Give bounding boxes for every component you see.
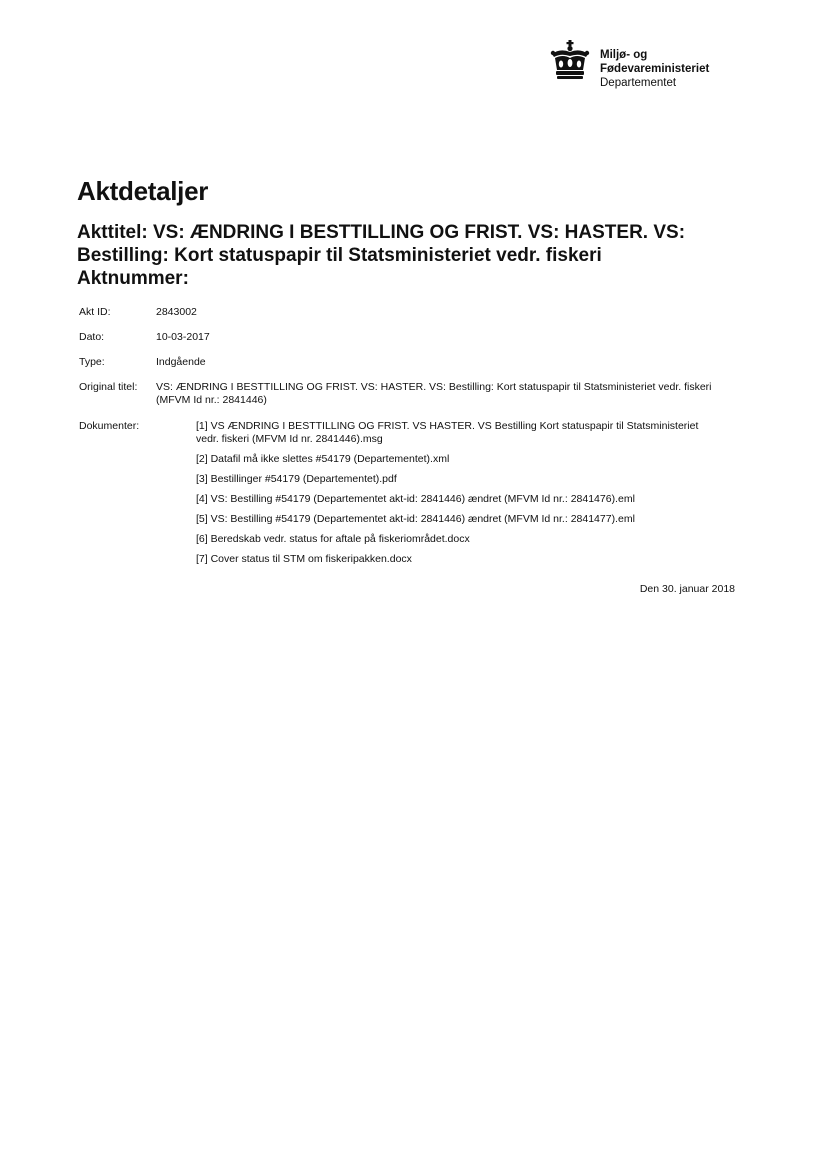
logo-line-3: Departementet <box>600 77 677 89</box>
akttitel-line-1: Akttitel: VS: ÆNDRING I BESTTILLING OG FRIST. VS: HASTER. VS: <box>77 222 686 243</box>
logo-line-1: Miljø- og <box>600 49 648 61</box>
original-title-line-2: (MFVM Id nr.: 2841446) <box>156 394 267 406</box>
original-title-label: Original titel: <box>79 381 138 393</box>
documents-label: Dokumenter: <box>79 420 140 432</box>
dato-label: Dato: <box>79 331 105 343</box>
dato-value: 10-03-2017 <box>156 331 210 343</box>
field-row-akt-id <box>79 306 739 331</box>
footer-date: Den 30. januar 2018 <box>639 583 735 595</box>
documents-list <box>196 420 739 573</box>
document-item-1-line-2: vedr. fiskeri (MFVM Id nr. 2841446).msg <box>196 433 383 445</box>
field-row-dato <box>79 331 739 356</box>
akt-id-value: 2843002 <box>156 306 197 318</box>
documents-section <box>79 420 739 573</box>
aktnummer-label: Aktnummer: <box>77 268 189 289</box>
ministry-logo <box>548 40 728 94</box>
logo-line-2: Fødevareministeriet <box>600 63 710 75</box>
type-value: Indgående <box>156 356 206 368</box>
field-row-original-title <box>79 381 739 419</box>
original-title-line-1: VS: ÆNDRING I BESTTILLING OG FRIST. VS: HASTER. VS: Bestilling: Kort statuspapir til Statsministeriet vedr. fiskeri <box>156 381 712 393</box>
document-item-5: [5] VS: Bestilling #54179 (Departementet akt-id: 2841446) ændret (MFVM Id nr.: 2841477).eml <box>196 513 635 525</box>
document-item-4: [4] VS: Bestilling #54179 (Departementet akt-id: 2841446) ændret (MFVM Id nr.: 2841476).eml <box>196 493 635 505</box>
document-item-1-line-1: [1] VS ÆNDRING I BESTTILLING OG FRIST. VS HASTER. VS Bestilling Kort statuspapir til Statsministeriet <box>196 420 699 432</box>
type-label: Type: <box>79 356 105 368</box>
document-item-2: [2] Datafil må ikke slettes #54179 (Departementet).xml <box>196 453 450 465</box>
document-item-3: [3] Bestillinger #54179 (Departementet).pdf <box>196 473 397 485</box>
field-row-type <box>79 356 739 381</box>
crown-icon <box>548 40 592 80</box>
document-item-6: [6] Beredskab vedr. status for aftale på fiskeriområdet.docx <box>196 533 470 545</box>
document-item-7: [7] Cover status til STM om fiskeripakken.docx <box>196 553 412 565</box>
document-item-1 <box>196 420 739 446</box>
title-block <box>77 221 757 290</box>
akttitel-line-2: Bestilling: Kort statuspapir til Statsministeriet vedr. fiskeri <box>77 245 602 266</box>
akt-id-label: Akt ID: <box>79 306 111 318</box>
original-title-value <box>156 381 739 419</box>
field-list <box>79 306 739 419</box>
page-title: Aktdetaljer <box>77 176 209 206</box>
